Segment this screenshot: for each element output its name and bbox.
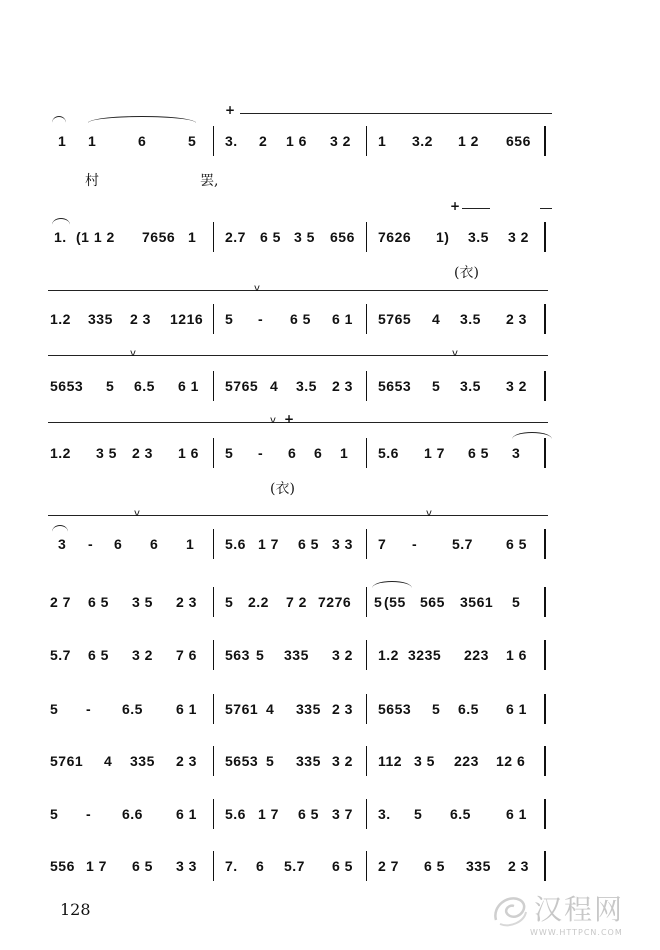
note-group: 6 5 — [260, 229, 281, 245]
barline — [213, 371, 214, 401]
note-group: 2.7 — [225, 229, 246, 245]
note-group: 2.2 — [248, 594, 269, 610]
barline — [366, 222, 367, 252]
barline — [366, 126, 367, 156]
barline — [213, 529, 214, 559]
slur — [52, 218, 70, 225]
note-group: 1 6 — [286, 133, 307, 149]
note-group: 2 3 — [508, 858, 529, 874]
note-group: 6.5 — [122, 701, 143, 717]
note-group: 335 — [466, 858, 491, 874]
note-group: 5 — [374, 594, 383, 610]
note-group: 6 1 — [176, 806, 197, 822]
note-group: 1.2 — [378, 647, 399, 663]
note-group: 1 — [186, 536, 195, 552]
fiddle-bow-mark: v — [130, 348, 136, 359]
slur — [52, 525, 68, 532]
note-group: 5 — [432, 701, 441, 717]
slur — [88, 116, 196, 123]
slur — [52, 116, 66, 123]
note-group: 565 — [420, 594, 445, 610]
fiddle-bow-mark: v — [270, 415, 276, 426]
barline — [544, 799, 546, 829]
note-group: 6 1 — [506, 806, 527, 822]
note-group: 335 — [296, 753, 321, 769]
note-group: 6.5 — [458, 701, 479, 717]
note-group: 1 — [188, 229, 197, 245]
note-group: 7626 — [378, 229, 412, 245]
note-group: 6 — [138, 133, 147, 149]
note-group: 6 1 — [178, 378, 199, 394]
barline — [366, 587, 367, 617]
watermark — [490, 888, 650, 944]
note-group: - — [412, 536, 418, 552]
barline — [213, 694, 214, 724]
note-group: 6 — [114, 536, 123, 552]
note-group: 5761 — [50, 753, 84, 769]
note-group: 6 — [288, 445, 297, 461]
note-group: 6 5 — [298, 806, 319, 822]
note-group: 6 5 — [298, 536, 319, 552]
note-group: 5653 — [378, 378, 412, 394]
barline — [366, 799, 367, 829]
barline — [213, 222, 214, 252]
barline — [366, 371, 367, 401]
note-group: 3 2 — [332, 647, 353, 663]
barline — [366, 746, 367, 776]
note-group: 2 3 — [506, 311, 527, 327]
note-group: 3 2 — [330, 133, 351, 149]
note-group: 5 — [414, 806, 423, 822]
note-group: - — [258, 311, 264, 327]
fiddle-bow-mark: v — [254, 283, 260, 294]
note-group: 6 1 — [332, 311, 353, 327]
fiddle-plus-mark: + — [450, 199, 461, 213]
note-group: 1 2 — [458, 133, 479, 149]
note-group: 223 — [454, 753, 479, 769]
note-group: 1 — [378, 133, 387, 149]
fiddle-line — [240, 113, 552, 114]
note-group: (55 — [384, 594, 406, 610]
note-group: 1 — [58, 133, 67, 149]
note-group: 7 2 — [286, 594, 307, 610]
note-group: 5653 — [50, 378, 84, 394]
note-group: 223 — [464, 647, 489, 663]
lyric: 罢, — [200, 173, 219, 189]
note-group: 3 3 — [332, 536, 353, 552]
note-group: 2 7 — [378, 858, 399, 874]
note-group: 5653 — [378, 701, 412, 717]
note-group: 1 7 — [258, 806, 279, 822]
note-group: 656 — [506, 133, 531, 149]
note-group: 5 — [225, 594, 234, 610]
note-group: 6 5 — [88, 647, 109, 663]
note-group: 1 7 — [424, 445, 445, 461]
note-group: 1) — [436, 229, 450, 245]
barline — [544, 371, 546, 401]
note-group: 6 5 — [290, 311, 311, 327]
fiddle-line — [48, 290, 548, 291]
note-group: 335 — [130, 753, 155, 769]
note-group: 1 7 — [86, 858, 107, 874]
fiddle-plus-mark: + — [225, 103, 236, 117]
note-group: 5 — [106, 378, 115, 394]
note-group: 3.5 — [460, 378, 481, 394]
note-group: 6.6 — [122, 806, 143, 822]
note-group: - — [86, 806, 92, 822]
note-group: 6.5 — [134, 378, 155, 394]
note-group: 2 7 — [50, 594, 71, 610]
note-group: 3 5 — [96, 445, 117, 461]
note-group: 5 — [50, 701, 59, 717]
note-group: 7 6 — [176, 647, 197, 663]
note-group: 6.5 — [450, 806, 471, 822]
fiddle-plus-mark: + — [284, 412, 295, 426]
barline — [213, 640, 214, 670]
lyric: 村 — [85, 173, 99, 189]
note-group: 3 2 — [508, 229, 529, 245]
note-group: 1 7 — [258, 536, 279, 552]
note-group: 1 — [340, 445, 349, 461]
note-group: 3.5 — [460, 311, 481, 327]
note-group: 3 2 — [132, 647, 153, 663]
barline — [366, 304, 367, 334]
note-group: 3 2 — [506, 378, 527, 394]
note-group: 1. — [54, 229, 67, 245]
note-group: 5765 — [378, 311, 412, 327]
note-group: 6 5 — [506, 536, 527, 552]
note-group: 6 — [314, 445, 323, 461]
fiddle-bow-mark: v — [452, 348, 458, 359]
barline — [366, 438, 367, 468]
note-group: 5653 — [225, 753, 259, 769]
fiddle-bow-mark: v — [134, 508, 140, 519]
barline — [544, 222, 546, 252]
barline — [544, 529, 546, 559]
note-group: 5.7 — [452, 536, 473, 552]
barline — [213, 746, 214, 776]
note-group: 5 — [50, 806, 59, 822]
barline — [544, 304, 546, 334]
barline — [544, 746, 546, 776]
note-group: 335 — [88, 311, 113, 327]
note-group: 5.7 — [284, 858, 305, 874]
note-group: 6 1 — [506, 701, 527, 717]
page-number: 128 — [60, 900, 91, 919]
watermark-text: 汉程网 — [534, 893, 625, 926]
note-group: 5 — [225, 445, 234, 461]
barline — [213, 126, 214, 156]
note-group: 3 — [512, 445, 521, 461]
note-group: 2 3 — [176, 594, 197, 610]
note-group: 3235 — [408, 647, 442, 663]
note-group: (1 1 2 — [76, 229, 115, 245]
lyric: (衣) — [454, 265, 479, 281]
note-group: 335 — [296, 701, 321, 717]
fiddle-line — [540, 208, 552, 209]
note-group: 12 6 — [496, 753, 526, 769]
note-group: 4 — [270, 378, 279, 394]
note-group: 335 — [284, 647, 309, 663]
note-group: 5 — [432, 378, 441, 394]
note-group: 7. — [225, 858, 238, 874]
fiddle-line — [462, 208, 490, 209]
note-group: 3.5 — [296, 378, 317, 394]
note-group: 7656 — [142, 229, 176, 245]
note-group: 3 — [58, 536, 67, 552]
note-group: 3 5 — [414, 753, 435, 769]
note-group: 6 5 — [88, 594, 109, 610]
fiddle-line — [48, 422, 548, 423]
note-group: 1 — [88, 133, 97, 149]
note-group: 4 — [432, 311, 441, 327]
note-group: 6 5 — [424, 858, 445, 874]
note-group: 2 — [259, 133, 268, 149]
note-group: 6 1 — [176, 701, 197, 717]
note-group: 2 3 — [332, 701, 353, 717]
note-group: 7 — [378, 536, 387, 552]
note-group: - — [86, 701, 92, 717]
barline — [544, 126, 546, 156]
note-group: 3 5 — [132, 594, 153, 610]
note-group: 6 — [150, 536, 159, 552]
barline — [366, 640, 367, 670]
note-group: 5.6 — [225, 536, 246, 552]
note-group: 5.6 — [378, 445, 399, 461]
note-group: 112 — [378, 753, 403, 769]
barline — [213, 799, 214, 829]
barline — [213, 438, 214, 468]
note-group: 3.5 — [468, 229, 489, 245]
barline — [544, 851, 546, 881]
barline — [544, 438, 546, 468]
fiddle-line — [48, 515, 548, 516]
watermark-swirl-icon — [490, 890, 530, 930]
note-group: 4 — [266, 701, 275, 717]
barline — [366, 851, 367, 881]
note-group: 3. — [225, 133, 238, 149]
barline — [213, 304, 214, 334]
note-group: 2 3 — [132, 445, 153, 461]
note-group: 3.2 — [412, 133, 433, 149]
note-group: - — [258, 445, 264, 461]
note-group: 5 — [188, 133, 197, 149]
fiddle-line — [48, 355, 548, 356]
note-group: 1 6 — [506, 647, 527, 663]
barline — [544, 694, 546, 724]
note-group: 5 — [266, 753, 275, 769]
note-group: 3 5 — [294, 229, 315, 245]
note-group: 1216 — [170, 311, 204, 327]
note-group: 1.2 — [50, 445, 71, 461]
note-group: 5765 — [225, 378, 259, 394]
note-group: 1.2 — [50, 311, 71, 327]
note-group: 2 3 — [130, 311, 151, 327]
note-group: 5 — [256, 647, 265, 663]
barline — [213, 851, 214, 881]
note-group: 6 5 — [132, 858, 153, 874]
note-group: 3 3 — [176, 858, 197, 874]
note-group: 3. — [378, 806, 391, 822]
note-group: 6 5 — [332, 858, 353, 874]
note-group: 656 — [330, 229, 355, 245]
note-group: 2 3 — [176, 753, 197, 769]
barline — [366, 529, 367, 559]
slur — [372, 581, 412, 588]
note-group: 1 6 — [178, 445, 199, 461]
note-group: 5.6 — [225, 806, 246, 822]
note-group: 7276 — [318, 594, 352, 610]
note-group: 3 7 — [332, 806, 353, 822]
fiddle-bow-mark: v — [426, 508, 432, 519]
note-group: 6 — [256, 858, 265, 874]
note-group: - — [88, 536, 94, 552]
note-group: 6 5 — [468, 445, 489, 461]
barline — [544, 640, 546, 670]
note-group: 563 — [225, 647, 250, 663]
watermark-url: WWW.HTTPCN.COM — [530, 928, 623, 937]
note-group: 5761 — [225, 701, 259, 717]
barline — [544, 587, 546, 617]
barline — [213, 587, 214, 617]
note-group: 4 — [104, 753, 113, 769]
note-group: 5 — [225, 311, 234, 327]
barline — [366, 694, 367, 724]
note-group: 3 2 — [332, 753, 353, 769]
note-group: 2 3 — [332, 378, 353, 394]
note-group: 556 — [50, 858, 75, 874]
slur — [512, 432, 552, 439]
note-group: 3561 — [460, 594, 494, 610]
note-group: 5.7 — [50, 647, 71, 663]
note-group: 5 — [512, 594, 521, 610]
lyric: (衣) — [270, 481, 295, 497]
